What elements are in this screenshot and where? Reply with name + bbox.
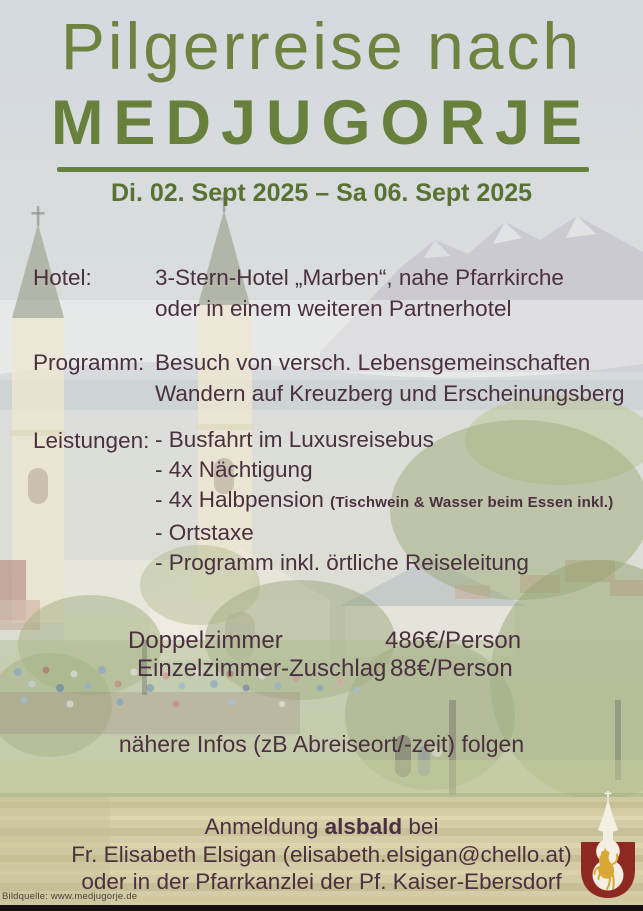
hotel-line1: 3-Stern-Hotel „Marben“, nahe Pfarrkirche xyxy=(155,265,564,290)
registration-block xyxy=(0,813,643,896)
price-row-doppelzimmer xyxy=(128,627,521,655)
leistungen-item: - Busfahrt im Luxusreisebus xyxy=(155,427,434,452)
halbpension-note: (Tischwein & Wasser beim Essen inkl.) xyxy=(330,494,614,511)
section-leistungen xyxy=(0,425,643,578)
programm-label: Programm: xyxy=(33,350,145,375)
leistungen-label: Leistungen: xyxy=(33,428,150,453)
poster-title-line2: MEDJUGORJE xyxy=(50,88,593,158)
hotel-line2: oder in einem weiteren Partnerhotel xyxy=(155,296,512,321)
price-row-einzelzimmer xyxy=(137,655,513,683)
bottom-border xyxy=(0,905,643,911)
info-note: nähere Infos (zB Abreiseort/-zeit) folgen xyxy=(118,731,525,757)
date-range: Di. 02. Sept 2025 – Sa 06. Sept 2025 xyxy=(110,179,533,207)
leistungen-item: - Ortstaxe xyxy=(155,520,254,545)
section-hotel xyxy=(0,262,643,324)
price-value: 88€/Person xyxy=(390,655,513,682)
price-label: Doppelzimmer xyxy=(128,627,283,654)
registration-line1 xyxy=(0,813,643,841)
programm-line1: Besuch von versch. Lebensgemeinschaften xyxy=(155,350,591,375)
leistungen-item xyxy=(155,485,643,518)
price-value: 486€/Person xyxy=(385,627,522,654)
leistungen-item: - 4x Nächtigung xyxy=(155,457,313,482)
leistungen-item: - Programm inkl. örtliche Reiseleitung xyxy=(155,550,529,575)
image-credit: Bildquelle: www.medjugorje.de xyxy=(2,891,138,902)
leistungen-item-text: - 4x Halbpension xyxy=(155,487,324,512)
hotel-label: Hotel: xyxy=(33,265,92,290)
section-programm xyxy=(0,347,643,409)
registration-line1-bold: alsbald xyxy=(324,814,403,839)
price-label: Einzelzimmer-Zuschlag xyxy=(137,655,387,682)
kaiser-ebersdorf-crest-icon xyxy=(577,791,639,904)
poster-title-line1: Pilgerreise nach xyxy=(60,9,583,83)
title-divider xyxy=(57,167,589,172)
registration-line1-suffix: bei xyxy=(402,814,439,839)
registration-line3: oder in der Pfarrkanzlei der Pf. Kaiser-Ebersdorf xyxy=(81,869,562,894)
registration-contact: Fr. Elisabeth Elsigan (elisabeth.elsigan@chello.at) xyxy=(71,841,572,867)
programm-line2: Wandern auf Kreuzberg und Erscheinungsberg xyxy=(155,381,625,406)
registration-line1-prefix: Anmeldung xyxy=(204,814,325,839)
